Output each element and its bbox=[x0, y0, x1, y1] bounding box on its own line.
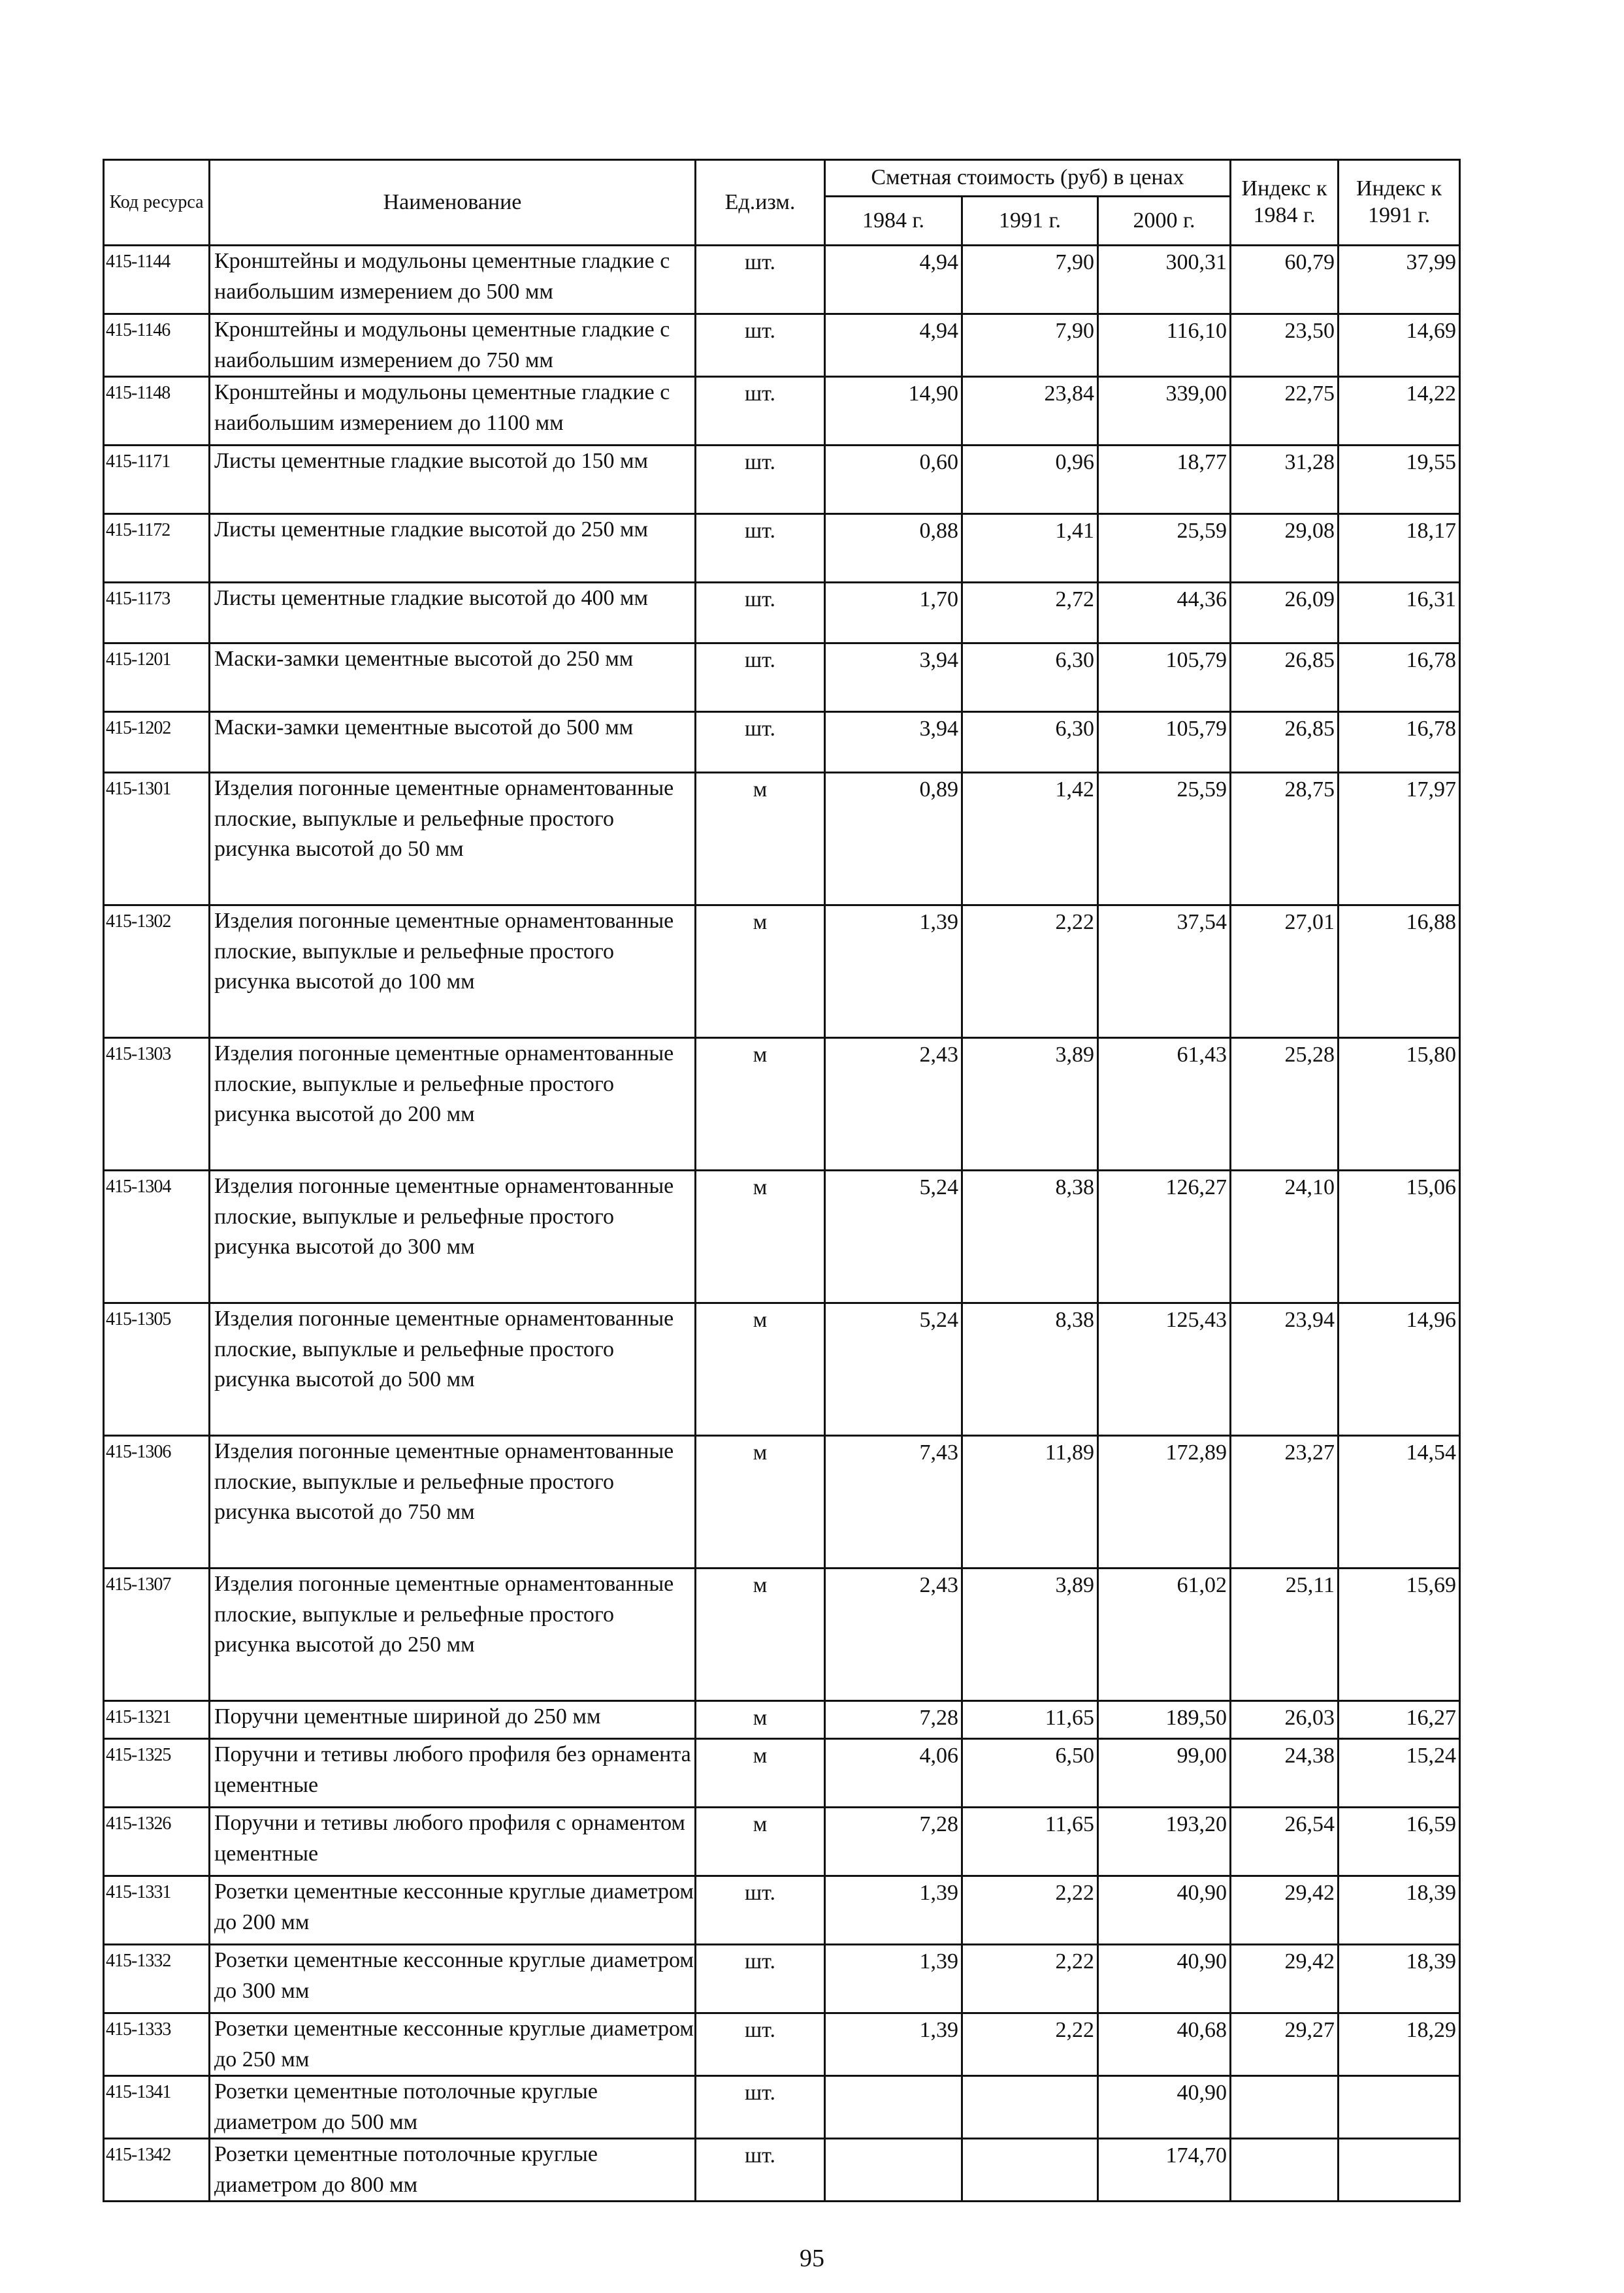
row-index-1991: 18,29 bbox=[1339, 2013, 1460, 2076]
row-code: 415-1301 bbox=[104, 773, 210, 905]
row-index-1984: 24,38 bbox=[1231, 1739, 1339, 1808]
row-unit: м bbox=[696, 1436, 825, 1569]
row-index-1984: 23,50 bbox=[1231, 314, 1339, 377]
row-index-1991: 16,31 bbox=[1339, 583, 1460, 643]
header-code: Код ресурса bbox=[104, 160, 210, 246]
row-index-1984: 27,01 bbox=[1231, 905, 1339, 1038]
row-price-2000: 25,59 bbox=[1098, 514, 1231, 583]
row-name: Листы цементные гладкие высотой до 150 мм bbox=[210, 446, 696, 514]
header-cost-group: Сметная стоимость (руб) в ценах bbox=[825, 160, 1231, 197]
row-index-1991: 16,27 bbox=[1339, 1701, 1460, 1739]
row-name: Кронштейны и модульоны цементные гладкие с наибольшим измерением до 500 мм bbox=[210, 246, 696, 314]
row-code: 415-1148 bbox=[104, 377, 210, 446]
row-index-1991: 16,88 bbox=[1339, 905, 1460, 1038]
table-row bbox=[104, 1945, 1460, 2013]
row-price-1984: 1,39 bbox=[825, 905, 962, 1038]
row-index-1984: 26,85 bbox=[1231, 643, 1339, 712]
page-number: 95 bbox=[800, 2245, 824, 2272]
row-name: Поручни и тетивы любого профиля без орнамента цементные bbox=[210, 1739, 696, 1808]
row-price-1991: 2,22 bbox=[962, 1876, 1098, 1945]
row-name: Листы цементные гладкие высотой до 400 мм bbox=[210, 583, 696, 643]
row-unit: шт. bbox=[696, 643, 825, 712]
row-index-1984: 25,28 bbox=[1231, 1038, 1339, 1171]
row-unit: шт. bbox=[696, 583, 825, 643]
row-index-1984: 29,42 bbox=[1231, 1945, 1339, 2013]
row-index-1984: 26,09 bbox=[1231, 583, 1339, 643]
row-unit: шт. bbox=[696, 446, 825, 514]
row-price-1984: 1,39 bbox=[825, 2013, 962, 2076]
row-index-1991: 18,17 bbox=[1339, 514, 1460, 583]
header-name: Наименование bbox=[210, 160, 696, 246]
row-unit: м bbox=[696, 1303, 825, 1436]
row-unit: шт. bbox=[696, 1876, 825, 1945]
row-price-1984: 2,43 bbox=[825, 1038, 962, 1171]
row-price-2000: 193,20 bbox=[1098, 1808, 1231, 1876]
row-index-1991: 15,24 bbox=[1339, 1739, 1460, 1808]
row-index-1984: 23,94 bbox=[1231, 1303, 1339, 1436]
row-price-2000: 339,00 bbox=[1098, 377, 1231, 446]
row-price-1991: 6,30 bbox=[962, 643, 1098, 712]
row-index-1991 bbox=[1339, 2139, 1460, 2202]
row-price-1984: 1,39 bbox=[825, 1876, 962, 1945]
row-price-1984: 0,89 bbox=[825, 773, 962, 905]
table-row bbox=[104, 2076, 1460, 2139]
row-name: Розетки цементные кессонные круглые диаметром до 200 мм bbox=[210, 1876, 696, 1945]
row-name: Изделия погонные цементные орнаментованные плоские, выпуклые и рельефные простого рисунка высотой до 50 мм bbox=[210, 773, 696, 905]
row-code: 415-1304 bbox=[104, 1171, 210, 1303]
row-code: 415-1306 bbox=[104, 1436, 210, 1569]
table-row bbox=[104, 1038, 1460, 1171]
table-row bbox=[104, 2013, 1460, 2076]
row-price-2000: 25,59 bbox=[1098, 773, 1231, 905]
row-index-1984: 24,10 bbox=[1231, 1171, 1339, 1303]
row-code: 415-1331 bbox=[104, 1876, 210, 1945]
row-index-1991: 15,06 bbox=[1339, 1171, 1460, 1303]
row-index-1984: 23,27 bbox=[1231, 1436, 1339, 1569]
table-row bbox=[104, 514, 1460, 583]
row-price-1984: 0,60 bbox=[825, 446, 962, 514]
row-code: 415-1302 bbox=[104, 905, 210, 1038]
row-name: Изделия погонные цементные орнаментованные плоские, выпуклые и рельефные простого рисунка высотой до 300 мм bbox=[210, 1171, 696, 1303]
row-code: 415-1303 bbox=[104, 1038, 210, 1171]
row-unit: м bbox=[696, 1701, 825, 1739]
row-price-1984 bbox=[825, 2139, 962, 2202]
row-price-1991: 2,22 bbox=[962, 1945, 1098, 2013]
row-index-1984: 25,11 bbox=[1231, 1569, 1339, 1701]
row-code: 415-1146 bbox=[104, 314, 210, 377]
row-price-1991: 11,89 bbox=[962, 1436, 1098, 1569]
table-row bbox=[104, 583, 1460, 643]
row-code: 415-1333 bbox=[104, 2013, 210, 2076]
row-unit: шт. bbox=[696, 246, 825, 314]
row-name: Маски-замки цементные высотой до 500 мм bbox=[210, 712, 696, 773]
row-price-1991: 3,89 bbox=[962, 1038, 1098, 1171]
row-price-1991 bbox=[962, 2076, 1098, 2139]
row-name: Изделия погонные цементные орнаментованные плоские, выпуклые и рельефные простого рисунка высотой до 500 мм bbox=[210, 1303, 696, 1436]
row-index-1991: 14,54 bbox=[1339, 1436, 1460, 1569]
table-row bbox=[104, 1701, 1460, 1739]
row-index-1984: 29,08 bbox=[1231, 514, 1339, 583]
row-name: Изделия погонные цементные орнаментованные плоские, выпуклые и рельефные простого рисунка высотой до 100 мм bbox=[210, 905, 696, 1038]
row-price-2000: 40,90 bbox=[1098, 1876, 1231, 1945]
row-price-1991: 6,50 bbox=[962, 1739, 1098, 1808]
row-index-1991: 14,22 bbox=[1339, 377, 1460, 446]
row-price-1991: 8,38 bbox=[962, 1303, 1098, 1436]
table-row bbox=[104, 314, 1460, 377]
row-price-1984: 1,39 bbox=[825, 1945, 962, 2013]
header-index-1991: Индекс к 1991 г. bbox=[1339, 160, 1460, 246]
row-price-1984: 14,90 bbox=[825, 377, 962, 446]
row-unit: м bbox=[696, 905, 825, 1038]
row-code: 415-1341 bbox=[104, 2076, 210, 2139]
row-code: 415-1325 bbox=[104, 1739, 210, 1808]
table-row bbox=[104, 1739, 1460, 1808]
row-price-1991: 2,72 bbox=[962, 583, 1098, 643]
row-price-2000: 44,36 bbox=[1098, 583, 1231, 643]
row-index-1991: 15,69 bbox=[1339, 1569, 1460, 1701]
table-body bbox=[104, 246, 1460, 2202]
table-row bbox=[104, 1876, 1460, 1945]
row-price-1984 bbox=[825, 2076, 962, 2139]
row-price-1984: 3,94 bbox=[825, 712, 962, 773]
row-name: Листы цементные гладкие высотой до 250 мм bbox=[210, 514, 696, 583]
row-code: 415-1202 bbox=[104, 712, 210, 773]
row-price-2000: 189,50 bbox=[1098, 1701, 1231, 1739]
table-row bbox=[104, 377, 1460, 446]
row-price-1984: 4,94 bbox=[825, 246, 962, 314]
row-price-2000: 40,68 bbox=[1098, 2013, 1231, 2076]
header-year-2000: 2000 г. bbox=[1098, 197, 1231, 246]
row-price-2000: 40,90 bbox=[1098, 1945, 1231, 2013]
row-unit: шт. bbox=[696, 2013, 825, 2076]
row-index-1991 bbox=[1339, 2076, 1460, 2139]
row-price-1984: 7,28 bbox=[825, 1701, 962, 1739]
row-price-1984: 0,88 bbox=[825, 514, 962, 583]
row-index-1984: 60,79 bbox=[1231, 246, 1339, 314]
row-index-1991: 16,78 bbox=[1339, 643, 1460, 712]
row-index-1991: 18,39 bbox=[1339, 1945, 1460, 2013]
row-price-1984: 3,94 bbox=[825, 643, 962, 712]
row-name: Розетки цементные кессонные круглые диаметром до 300 мм bbox=[210, 1945, 696, 2013]
row-name: Розетки цементные кессонные круглые диаметром до 250 мм bbox=[210, 2013, 696, 2076]
row-price-1984: 2,43 bbox=[825, 1569, 962, 1701]
row-code: 415-1332 bbox=[104, 1945, 210, 2013]
row-price-2000: 125,43 bbox=[1098, 1303, 1231, 1436]
row-unit: шт. bbox=[696, 1945, 825, 2013]
row-price-2000: 126,27 bbox=[1098, 1171, 1231, 1303]
row-price-2000: 61,02 bbox=[1098, 1569, 1231, 1701]
table-row bbox=[104, 1303, 1460, 1436]
table-row bbox=[104, 1436, 1460, 1569]
row-price-1991: 23,84 bbox=[962, 377, 1098, 446]
row-unit: м bbox=[696, 773, 825, 905]
row-index-1991: 14,96 bbox=[1339, 1303, 1460, 1436]
header-index-1984: Индекс к 1984 г. bbox=[1231, 160, 1339, 246]
row-unit: шт. bbox=[696, 377, 825, 446]
row-unit: шт. bbox=[696, 712, 825, 773]
row-name: Изделия погонные цементные орнаментованные плоские, выпуклые и рельефные простого рисунка высотой до 200 мм bbox=[210, 1038, 696, 1171]
row-unit: м bbox=[696, 1569, 825, 1701]
row-price-1984: 7,43 bbox=[825, 1436, 962, 1569]
row-index-1991: 37,99 bbox=[1339, 246, 1460, 314]
row-price-1991: 6,30 bbox=[962, 712, 1098, 773]
row-price-2000: 61,43 bbox=[1098, 1038, 1231, 1171]
row-price-1991 bbox=[962, 2139, 1098, 2202]
row-index-1984: 26,03 bbox=[1231, 1701, 1339, 1739]
table-row bbox=[104, 773, 1460, 905]
row-index-1984 bbox=[1231, 2139, 1339, 2202]
header-year-1991: 1991 г. bbox=[962, 197, 1098, 246]
row-index-1984: 31,28 bbox=[1231, 446, 1339, 514]
table-row bbox=[104, 2139, 1460, 2202]
row-index-1991: 15,80 bbox=[1339, 1038, 1460, 1171]
row-price-1991: 7,90 bbox=[962, 246, 1098, 314]
row-index-1984: 29,27 bbox=[1231, 2013, 1339, 2076]
table-row bbox=[104, 246, 1460, 314]
row-price-1984: 5,24 bbox=[825, 1303, 962, 1436]
row-name: Кронштейны и модульоны цементные гладкие с наибольшим измерением до 750 мм bbox=[210, 314, 696, 377]
row-index-1991: 17,97 bbox=[1339, 773, 1460, 905]
row-price-1991: 11,65 bbox=[962, 1808, 1098, 1876]
table-row bbox=[104, 446, 1460, 514]
row-price-1984: 5,24 bbox=[825, 1171, 962, 1303]
row-code: 415-1171 bbox=[104, 446, 210, 514]
row-index-1984: 29,42 bbox=[1231, 1876, 1339, 1945]
row-code: 415-1144 bbox=[104, 246, 210, 314]
row-unit: м bbox=[696, 1739, 825, 1808]
row-name: Розетки цементные потолочные круглые диаметром до 500 мм bbox=[210, 2076, 696, 2139]
row-price-1984: 1,70 bbox=[825, 583, 962, 643]
row-price-1991: 2,22 bbox=[962, 2013, 1098, 2076]
row-index-1991: 18,39 bbox=[1339, 1876, 1460, 1945]
row-code: 415-1172 bbox=[104, 514, 210, 583]
row-code: 415-1173 bbox=[104, 583, 210, 643]
row-code: 415-1342 bbox=[104, 2139, 210, 2202]
row-name: Изделия погонные цементные орнаментованные плоские, выпуклые и рельефные простого рисунка высотой до 750 мм bbox=[210, 1436, 696, 1569]
table-row bbox=[104, 905, 1460, 1038]
row-index-1991: 19,55 bbox=[1339, 446, 1460, 514]
table-row bbox=[104, 1808, 1460, 1876]
row-price-1991: 2,22 bbox=[962, 905, 1098, 1038]
row-unit: шт. bbox=[696, 2139, 825, 2202]
table-row bbox=[104, 712, 1460, 773]
row-code: 415-1321 bbox=[104, 1701, 210, 1739]
row-price-2000: 300,31 bbox=[1098, 246, 1231, 314]
table-row bbox=[104, 643, 1460, 712]
row-name: Поручни и тетивы любого профиля с орнаментом цементные bbox=[210, 1808, 696, 1876]
table-header bbox=[104, 160, 1460, 246]
row-price-1991: 1,41 bbox=[962, 514, 1098, 583]
row-index-1991: 16,59 bbox=[1339, 1808, 1460, 1876]
row-unit: м bbox=[696, 1808, 825, 1876]
row-index-1984: 26,85 bbox=[1231, 712, 1339, 773]
row-index-1984: 28,75 bbox=[1231, 773, 1339, 905]
row-name: Поручни цементные шириной до 250 мм bbox=[210, 1701, 696, 1739]
row-code: 415-1201 bbox=[104, 643, 210, 712]
row-price-2000: 37,54 bbox=[1098, 905, 1231, 1038]
row-price-2000: 105,79 bbox=[1098, 643, 1231, 712]
row-unit: м bbox=[696, 1038, 825, 1171]
row-unit: шт. bbox=[696, 314, 825, 377]
row-index-1984: 22,75 bbox=[1231, 377, 1339, 446]
row-code: 415-1305 bbox=[104, 1303, 210, 1436]
row-price-2000: 99,00 bbox=[1098, 1739, 1231, 1808]
row-price-2000: 174,70 bbox=[1098, 2139, 1231, 2202]
row-index-1984: 26,54 bbox=[1231, 1808, 1339, 1876]
row-price-1984: 4,94 bbox=[825, 314, 962, 377]
row-price-1991: 8,38 bbox=[962, 1171, 1098, 1303]
row-price-1984: 4,06 bbox=[825, 1739, 962, 1808]
row-price-2000: 105,79 bbox=[1098, 712, 1231, 773]
row-price-1991: 3,89 bbox=[962, 1569, 1098, 1701]
row-price-1991: 0,96 bbox=[962, 446, 1098, 514]
row-name: Изделия погонные цементные орнаментованные плоские, выпуклые и рельефные простого рисунка высотой до 250 мм bbox=[210, 1569, 696, 1701]
row-price-1991: 11,65 bbox=[962, 1701, 1098, 1739]
row-price-2000: 18,77 bbox=[1098, 446, 1231, 514]
row-index-1991: 14,69 bbox=[1339, 314, 1460, 377]
row-unit: шт. bbox=[696, 2076, 825, 2139]
row-code: 415-1307 bbox=[104, 1569, 210, 1701]
row-price-2000: 40,90 bbox=[1098, 2076, 1231, 2139]
row-price-1991: 1,42 bbox=[962, 773, 1098, 905]
row-unit: м bbox=[696, 1171, 825, 1303]
table-row bbox=[104, 1171, 1460, 1303]
row-index-1991: 16,78 bbox=[1339, 712, 1460, 773]
row-index-1984 bbox=[1231, 2076, 1339, 2139]
price-table bbox=[103, 159, 1461, 2202]
row-name: Розетки цементные потолочные круглые диаметром до 800 мм bbox=[210, 2139, 696, 2202]
table-row bbox=[104, 1569, 1460, 1701]
row-code: 415-1326 bbox=[104, 1808, 210, 1876]
row-price-2000: 116,10 bbox=[1098, 314, 1231, 377]
row-name: Маски-замки цементные высотой до 250 мм bbox=[210, 643, 696, 712]
row-name: Кронштейны и модульоны цементные гладкие с наибольшим измерением до 1100 мм bbox=[210, 377, 696, 446]
row-price-2000: 172,89 bbox=[1098, 1436, 1231, 1569]
row-price-1984: 7,28 bbox=[825, 1808, 962, 1876]
header-year-1984: 1984 г. bbox=[825, 197, 962, 246]
row-unit: шт. bbox=[696, 514, 825, 583]
header-unit: Ед.изм. bbox=[696, 160, 825, 246]
row-price-1991: 7,90 bbox=[962, 314, 1098, 377]
